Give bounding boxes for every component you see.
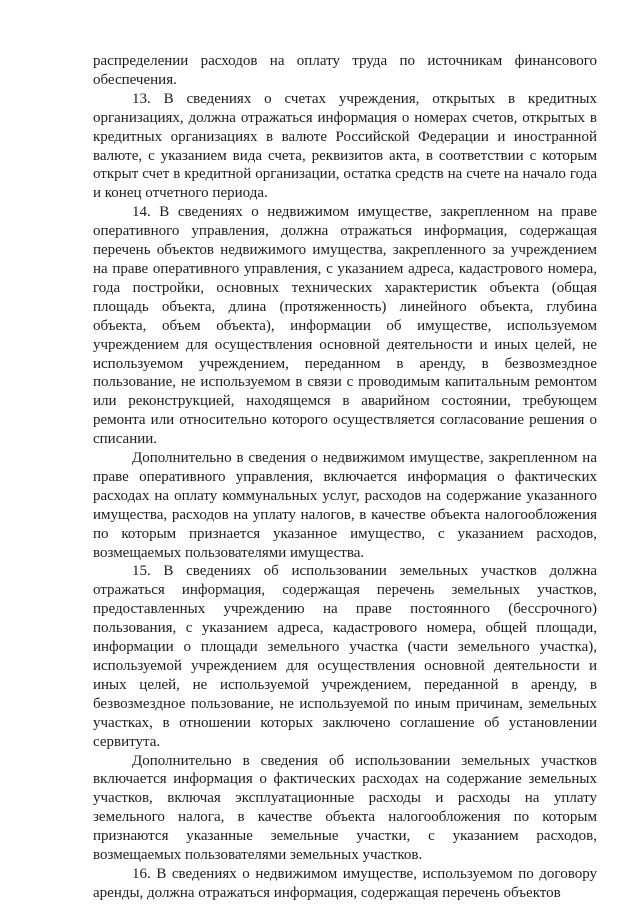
paragraph-14-real-estate: 14. В сведениях о недвижимом имуществе, закрепленном на праве оперативного управления, должна отражаться информация, содержащая перечень объектов недвижимого имущества, закрепленного за учреждением на праве оперативного управления, с указанием адреса, кадастрового номера, года постройки, основных технических характеристик объекта (общая площадь объекта, длина (протяженность) линейного объекта, глубина объекта, объем объекта), информации об имуществе, используемом учреждением для осуществления основной деятельности и иных целей, не используемом учреждением, переданном в аренду, в безвозмездное пользование, не используемом в связи с проводимым капитальным ремонтом или реконструкцией, находящемся в аварийном состоянии, требующем ремонта или относительно которого осуществляется согласование решения о списании.	[93, 204, 597, 448]
paragraph-16-leased-property: 16. В сведениях о недвижимом имуществе, используемом по договору аренды, должна отражаться информация, содержащая перечень объектов	[93, 865, 597, 901]
paragraph-continuation: распределении расходов на оплату труда по источникам финансового обеспечения.	[93, 53, 597, 88]
paragraph-13-bank-accounts: 13. В сведениях о счетах учреждения, открытых в кредитных организациях, должна отражаться информация о номерах счетов, открытых в кредитных организациях в валюте Российской Федерации и иностранной валюте, с указанием вида счета, реквизитов акта, в соответствии с которым открыт счет в кредитной организации, остатка средств на счете на начало года и конец отчетного периода.	[93, 90, 597, 202]
document-body	[93, 52, 597, 903]
paragraph-14-additional: Дополнительно в сведения о недвижимом имуществе, закрепленном на праве оперативного управления, включается информация о фактических расходах на оплату коммунальных услуг, расходов на содержание указанного имущества, расходов на уплату налогов, в качестве объекта налогообложения по которым признается указанное имущество, с указанием расходов, возмещаемых пользователями имущества.	[93, 450, 597, 561]
paragraph-15-additional: Дополнительно в сведения об использовании земельных участков включается информация о фактических расходах на содержание земельных участков, включая эксплуатационные расходы и расходы на уплату земельного налога, в качестве объекта налогообложения по которым признаются указанные земельные участки, с указанием расходов, возмещаемых пользователями земельных участков.	[93, 752, 597, 864]
paragraph-15-land-plots: 15. В сведениях об использовании земельных участков должна отражаться информация, содержащая перечень земельных участков, предоставленных учреждению на праве постоянного (бессрочного) пользования, с указанием адреса, кадастрового номера, общей площади, информации о площади земельного участка (части земельного участка), используемой учреждением для осуществления основной деятельности и иных целей, не используемой учреждением, переданной в аренду, в безвозмездное пользование, не используемой по иным причинам, земельных участках, в отношении которых заключено соглашение об установлении сервитута.	[93, 563, 597, 750]
